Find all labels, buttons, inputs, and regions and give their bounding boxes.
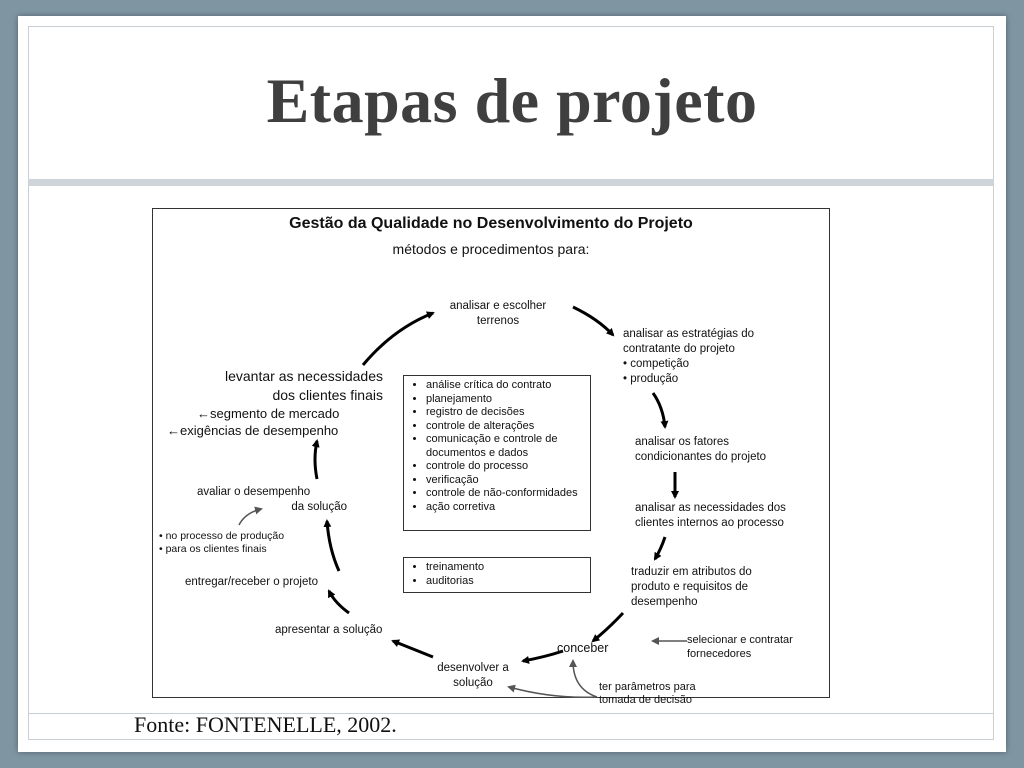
center-box-item: • comunicação e controle de documentos e dados [426,433,584,460]
arrow-parametros-conceber [573,661,597,697]
diagram-title: Gestão da Qualidade no Desenvolvimento do Projeto [289,215,693,232]
center-box-item: • verificação [426,474,584,488]
step-traduzir: traduzir em atributos do produto e requisitos de desempenho [631,566,752,608]
center-box-item: • planejamento [426,393,584,407]
step-conceber: conceber [557,641,609,655]
arrow-entregar-to-avaliar [327,521,339,571]
step-estrategias: analisar as estratégias do contratante do projeto • competição • produção [623,328,755,385]
center-box-item: • ação corretiva [426,501,584,515]
lower-box-item: • auditorias [426,575,584,589]
source-citation: Fonte: FONTENELLE, 2002. [134,712,397,737]
center-box-item: • registro de decisões [426,406,584,420]
note-parametros: ter parâmetros para tomada de decisão [599,681,696,706]
slide-title: Etapas de projeto [266,65,758,136]
center-box-item: • análise crítica do contrato [426,379,584,393]
step-necessidades-internos: analisar as necessidades dos clientes internos ao processo [635,502,786,529]
step-desenvolver: desenvolver a solução [437,662,509,689]
step-levantar: levantar as necessidades dos clientes finais ←segmento de mercado ←exigências de desempenho [167,368,383,438]
title-divider [28,179,994,186]
quality-diagram [152,208,830,706]
step-apresentar: apresentar a solução [275,624,383,636]
step-analisar-terrenos: analisar e escolher terrenos [449,300,547,327]
arrow-estrategias-to-fatores [653,393,665,427]
step-entregar: entregar/receber o projeto [185,576,318,588]
arrow-desenvolver-to-apresentar [393,641,433,657]
arrow-traduzir-to-conceber [593,613,623,641]
step-fatores: analisar os fatores condicionantes do projeto [635,436,767,463]
center-box-item: • controle de alterações [426,420,584,434]
lower-box-item: • treinamento [426,561,584,575]
step-avaliar: avaliar o desempenho da solução [197,486,347,513]
diagram-subtitle: métodos e procedimentos para: [392,241,590,257]
arrow-apresentar-to-entregar [329,591,349,613]
center-box-item: • controle do processo [426,460,584,474]
arrow-terrenos-to-estrategias [573,307,613,335]
lower-box [403,557,591,593]
arrow-levantar-to-terrenos [363,313,433,365]
center-box-item: • controle de não-conformidades [426,487,584,501]
slide [18,16,1006,752]
note-fornecedores: selecionar e contratar fornecedores [687,634,793,660]
center-box [403,375,591,531]
arrow-internos-to-traduzir [655,537,665,559]
arrow-avaliar-to-levantar [315,441,317,479]
note-processo: • no processo de produção • para os clientes finais [159,530,285,555]
